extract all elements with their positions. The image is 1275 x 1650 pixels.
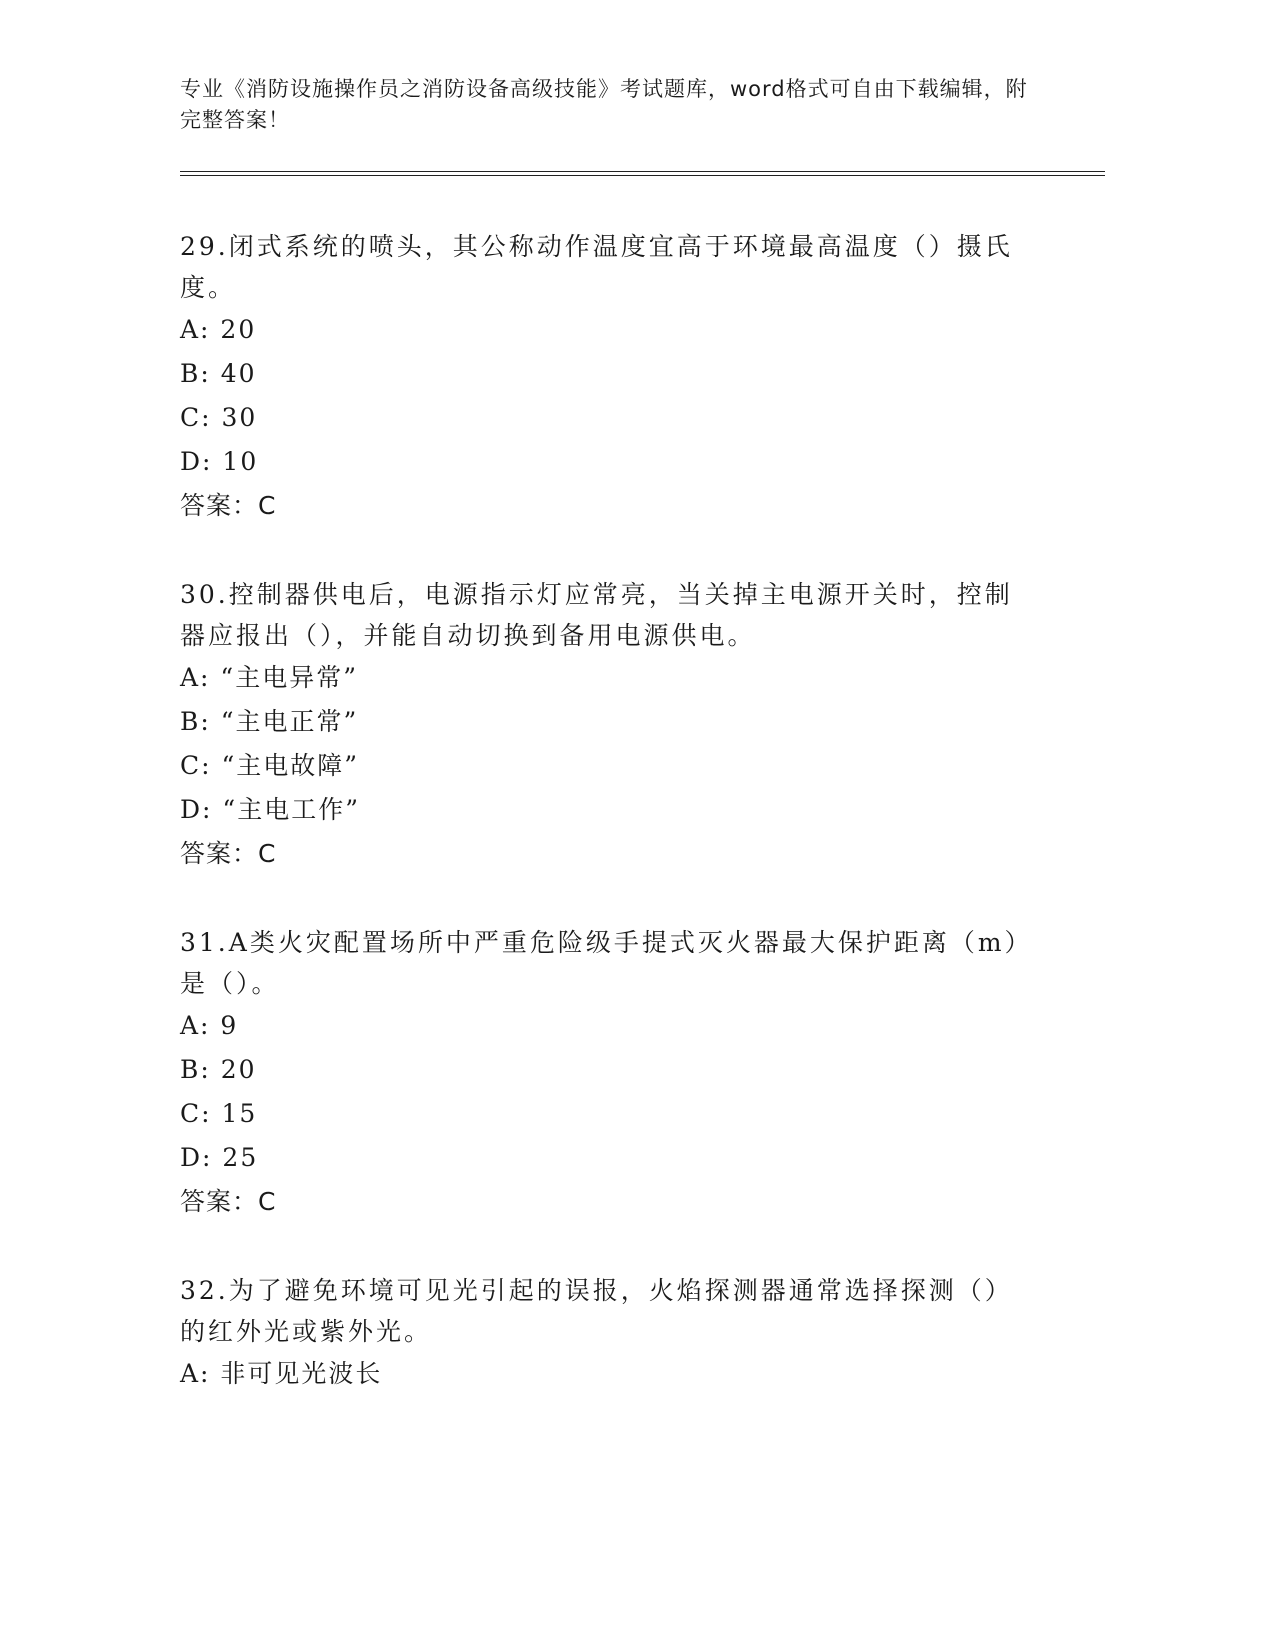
answer-line: 答案：C <box>180 1187 277 1216</box>
option-a: A: 20 <box>180 315 257 344</box>
option-c: C: 15 <box>180 1099 258 1128</box>
option-a: A: “主电异常” <box>180 663 358 692</box>
document-header: 专业《消防设施操作员之消防设备高级技能》考试题库，word格式可自由下载编辑，附完整答案！ <box>180 77 1028 132</box>
question-29 <box>180 226 1040 528</box>
option-b: B: 40 <box>180 359 257 388</box>
option-a: A: 9 <box>180 1011 239 1040</box>
question-30 <box>180 574 1040 876</box>
header-divider-top <box>180 171 1105 172</box>
header-divider-bottom <box>180 175 1105 176</box>
option-d: D: 25 <box>180 1143 259 1172</box>
option-d: D: 10 <box>180 447 259 476</box>
answer-line: 答案：C <box>180 491 277 520</box>
option-a: A: 非可见光波长 <box>180 1359 383 1388</box>
question-stem: 32.为了避免环境可见光引起的误报，火焰探测器通常选择探测（）的红外光或紫外光。 <box>180 1276 1013 1346</box>
option-b: B: 20 <box>180 1055 257 1084</box>
question-stem: 29.闭式系统的喷头，其公称动作温度宜高于环境最高温度（）摄氏度。 <box>180 232 1013 302</box>
question-stem: 30.控制器供电后，电源指示灯应常亮，当关掉主电源开关时，控制器应报出（），并能自动切换到备用电源供电。 <box>180 580 1013 650</box>
question-31 <box>180 922 1040 1224</box>
option-c: C: 30 <box>180 403 258 432</box>
option-c: C: “主电故障” <box>180 751 360 780</box>
option-b: B: “主电正常” <box>180 707 359 736</box>
question-32 <box>180 1270 1040 1396</box>
question-stem: 31.A类火灾配置场所中严重危险级手提式灭火器最大保护距离（m）是（）。 <box>180 928 1033 998</box>
answer-line: 答案：C <box>180 839 277 868</box>
option-d: D: “主电工作” <box>180 795 360 824</box>
